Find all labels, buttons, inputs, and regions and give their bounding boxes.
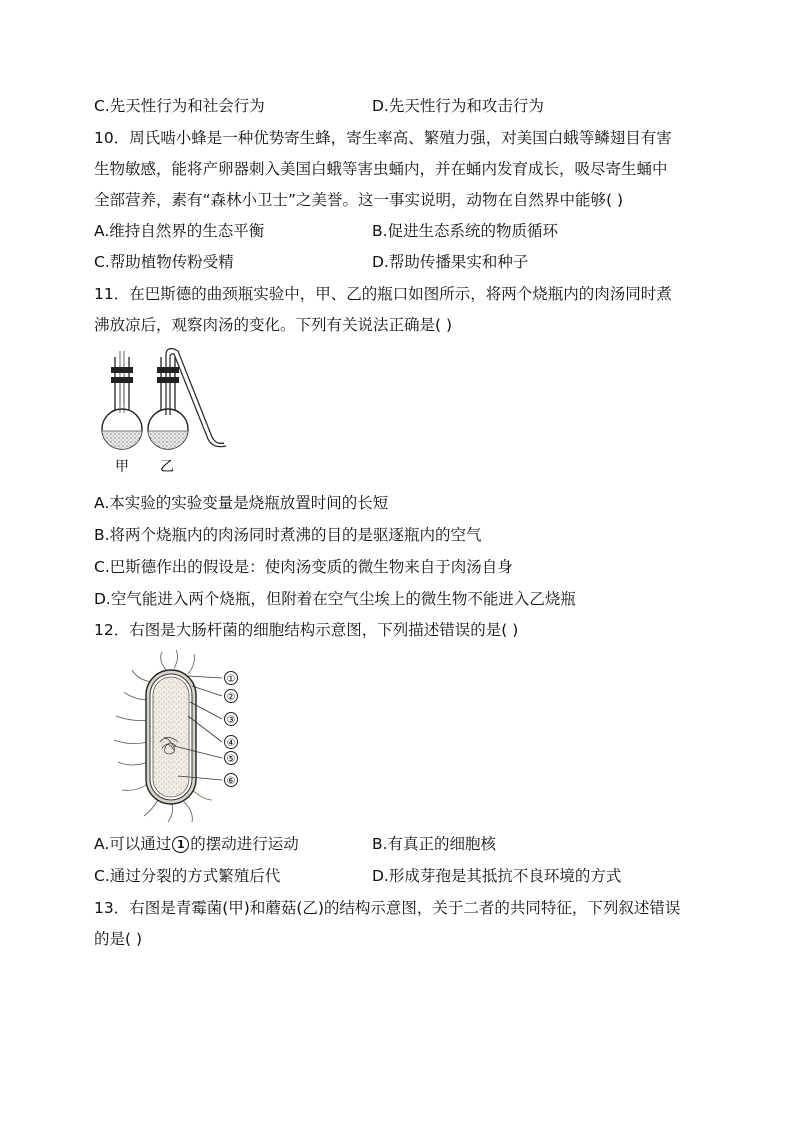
q10-option-c: C.帮助植物传粉受精 xyxy=(94,253,234,271)
label-2: ② xyxy=(226,692,236,703)
q12-option-c: C.通过分裂的方式繁殖后代 xyxy=(94,867,281,885)
q11-stem-line1: 11．在巴斯德的曲颈瓶实验中，甲、乙的瓶口如图所示，将两个烧瓶内的肉汤同时煮 xyxy=(94,285,672,303)
q13-stem-line2: 的是( ) xyxy=(94,930,143,948)
callout-labels xyxy=(225,672,238,788)
q10-option-d: D.帮助传播果实和种子 xyxy=(372,253,529,271)
circled-number-1: 1 xyxy=(172,836,189,853)
q12-option-b: B.有真正的细胞核 xyxy=(372,835,497,853)
q12-option-d: D.形成芽孢是其抵抗不良环境的方式 xyxy=(372,867,622,885)
label-6: ⑥ xyxy=(226,776,236,787)
ecoli-cell-figure xyxy=(108,650,248,822)
swan-neck-flask-figure xyxy=(98,345,238,475)
label-3: ③ xyxy=(226,715,236,726)
q9-option-c: C.先天性行为和社会行为 xyxy=(94,97,265,115)
q12-stem: 12．右图是大肠杆菌的细胞结构示意图，下列描述错误的是( ) xyxy=(94,621,519,639)
flask-jia-label: 甲 xyxy=(115,459,129,475)
flask-yi xyxy=(146,349,226,451)
q10-stem-line2: 生物敏感，能将产卵器刺入美国白蛾等害虫蛹内，并在蛹内发育成长，吸尽寄生蛹中 xyxy=(94,160,668,178)
q9-option-d: D.先天性行为和攻击行为 xyxy=(372,97,544,115)
q10-stem-line1: 10．周氏啮小蜂是一种优势寄生蜂，寄生率高、繁殖力强，对美国白蛾等鳞翅目有害 xyxy=(94,129,672,147)
q10-option-b: B.促进生态系统的物质循环 xyxy=(372,222,559,240)
q11-stem-line2: 沸放凉后，观察肉汤的变化。下列有关说法正确是( ) xyxy=(94,316,453,334)
q11-option-b: B.将两个烧瓶内的肉汤同时煮沸的目的是驱逐瓶内的空气 xyxy=(94,526,482,544)
q11-option-a: A.本实验的实验变量是烧瓶放置时间的长短 xyxy=(94,494,389,512)
q10-option-a: A.维持自然界的生态平衡 xyxy=(94,222,265,240)
q12-option-a: A.可以通过 1 的摆动进行运动 xyxy=(94,835,299,853)
q13-stem-line1: 13．右图是青霉菌(甲)和蘑菇(乙)的结构示意图，关于二者的共同特征，下列叙述错误 xyxy=(94,899,681,917)
label-1: ① xyxy=(226,674,236,685)
q10-stem-line3: 全部营养，素有“森林小卫士”之美誉。这一事实说明，动物在自然界中能够( ) xyxy=(94,191,624,209)
label-5: ⑤ xyxy=(226,754,236,765)
q11-option-d: D.空气能进入两个烧瓶，但附着在空气尘埃上的微生物不能进入乙烧瓶 xyxy=(94,590,576,608)
q11-option-c: C.巴斯德作出的假设是：使肉汤变质的微生物来自于肉汤自身 xyxy=(94,558,513,576)
label-4: ④ xyxy=(226,738,236,749)
flask-jia xyxy=(100,351,144,451)
flask-yi-label: 乙 xyxy=(160,459,174,475)
